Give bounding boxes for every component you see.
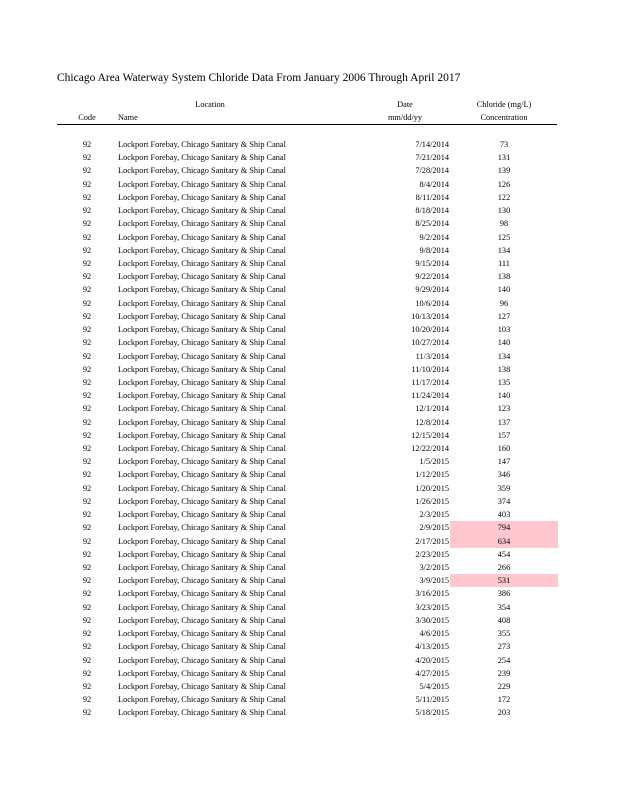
name-cell: Lockport Forebay, Chicago Sanitary & Ship Canal — [118, 377, 286, 387]
concentration-cell: 531 — [450, 574, 558, 587]
name-cell: Lockport Forebay, Chicago Sanitary & Ship Canal — [118, 417, 286, 427]
table-row — [0, 442, 618, 455]
date-cell: 11/17/2014 — [411, 377, 449, 387]
concentration-cell: 794 — [450, 521, 558, 534]
date-cell: 2/23/2015 — [415, 549, 449, 559]
concentration-cell: 160 — [497, 444, 511, 454]
table-row — [0, 389, 618, 402]
date-cell: 9/22/2014 — [415, 272, 449, 282]
date-cell: 4/6/2015 — [419, 629, 449, 639]
concentration-cell: 131 — [497, 153, 511, 163]
date-cell: 8/11/2014 — [415, 192, 449, 202]
name-cell: Lockport Forebay, Chicago Sanitary & Ship Canal — [118, 404, 286, 414]
code-cell: 92 — [82, 364, 92, 374]
table-row — [0, 416, 618, 429]
table-row — [0, 482, 618, 495]
table-row — [0, 191, 618, 204]
concentration-cell: 140 — [497, 391, 511, 401]
table-row — [0, 178, 618, 191]
code-cell: 92 — [82, 510, 92, 520]
name-cell: Lockport Forebay, Chicago Sanitary & Ship Canal — [118, 140, 286, 149]
date-cell: 10/13/2014 — [411, 311, 449, 321]
concentration-cell: 266 — [497, 563, 511, 572]
name-cell: Lockport Forebay, Chicago Sanitary & Ship Canal — [118, 258, 286, 268]
table-row — [0, 693, 618, 706]
table-row — [0, 627, 618, 640]
code-cell: 92 — [82, 298, 92, 308]
table-row — [0, 350, 618, 363]
date-cell: 9/2/2014 — [419, 232, 449, 242]
table-row — [0, 587, 618, 600]
date-cell: 10/27/2014 — [411, 338, 449, 348]
header-rule — [57, 124, 557, 125]
date-cell: 9/15/2014 — [415, 258, 449, 268]
concentration-cell: 354 — [497, 602, 511, 612]
table-row — [0, 561, 618, 574]
code-cell: 92 — [82, 681, 92, 691]
name-cell: Lockport Forebay, Chicago Sanitary & Ship Canal — [118, 576, 286, 586]
date-cell: 3/23/2015 — [415, 602, 449, 612]
concentration-cell: 386 — [497, 589, 511, 599]
header-name: Name — [118, 113, 138, 122]
name-cell: Lockport Forebay, Chicago Sanitary & Ship Canal — [118, 166, 286, 176]
code-cell: 92 — [82, 404, 92, 414]
date-cell: 12/1/2014 — [415, 404, 449, 414]
date-cell: 12/15/2014 — [411, 430, 449, 440]
code-cell: 92 — [82, 192, 92, 202]
date-cell: 11/3/2014 — [415, 351, 449, 361]
date-cell: 5/11/2015 — [415, 695, 449, 705]
concentration-cell: 123 — [497, 404, 511, 414]
date-cell: 1/12/2015 — [415, 470, 449, 480]
name-cell: Lockport Forebay, Chicago Sanitary & Ship Canal — [118, 179, 286, 189]
code-cell: 92 — [82, 391, 92, 401]
table-row — [0, 310, 618, 323]
date-cell: 11/24/2014 — [411, 391, 449, 401]
table-row — [0, 283, 618, 296]
concentration-cell: 140 — [497, 285, 511, 295]
code-cell: 92 — [82, 206, 92, 216]
code-cell: 92 — [82, 629, 92, 639]
header-date-format: mm/dd/yy — [387, 113, 423, 122]
table-row — [0, 138, 618, 151]
concentration-cell: 634 — [450, 535, 558, 548]
date-cell: 9/8/2014 — [419, 245, 449, 255]
name-cell: Lockport Forebay, Chicago Sanitary & Ship Canal — [118, 430, 286, 440]
date-cell: 8/18/2014 — [415, 206, 449, 216]
concentration-cell: 203 — [497, 708, 511, 718]
concentration-cell: 147 — [497, 457, 511, 467]
concentration-cell: 172 — [497, 695, 511, 705]
concentration-cell: 239 — [497, 668, 511, 678]
date-cell: 12/8/2014 — [415, 417, 449, 427]
concentration-cell: 346 — [497, 470, 511, 480]
name-cell: Lockport Forebay, Chicago Sanitary & Ship Canal — [118, 510, 286, 520]
name-cell: Lockport Forebay, Chicago Sanitary & Ship Canal — [118, 523, 286, 533]
table-row — [0, 706, 618, 719]
code-cell: 92 — [82, 417, 92, 427]
name-cell: Lockport Forebay, Chicago Sanitary & Ship Canal — [118, 391, 286, 401]
code-cell: 92 — [82, 311, 92, 321]
table-row — [0, 455, 618, 468]
table-row — [0, 323, 618, 336]
name-cell: Lockport Forebay, Chicago Sanitary & Ship Canal — [118, 338, 286, 348]
table-row — [0, 336, 618, 349]
code-cell: 92 — [82, 351, 92, 361]
name-cell: Lockport Forebay, Chicago Sanitary & Ship Canal — [118, 206, 286, 216]
code-cell: 92 — [82, 444, 92, 454]
date-cell: 3/9/2015 — [419, 576, 449, 586]
concentration-cell: 73 — [499, 140, 509, 149]
table-row — [0, 164, 618, 177]
code-cell: 92 — [82, 285, 92, 295]
concentration-cell: 454 — [497, 549, 511, 559]
concentration-cell: 139 — [497, 166, 511, 176]
name-cell: Lockport Forebay, Chicago Sanitary & Ship Canal — [118, 668, 286, 678]
name-cell: Lockport Forebay, Chicago Sanitary & Ship Canal — [118, 219, 286, 229]
date-cell: 1/20/2015 — [415, 483, 449, 493]
concentration-cell: 98 — [499, 219, 509, 229]
date-cell: 3/16/2015 — [415, 589, 449, 599]
table-row — [0, 680, 618, 693]
table-row — [0, 151, 618, 164]
code-cell: 92 — [82, 655, 92, 665]
date-cell: 1/26/2015 — [415, 496, 449, 506]
code-cell: 92 — [82, 576, 92, 586]
concentration-cell: 127 — [497, 311, 511, 321]
concentration-cell: 140 — [497, 338, 511, 348]
name-cell: Lockport Forebay, Chicago Sanitary & Ship Canal — [118, 708, 286, 718]
name-cell: Lockport Forebay, Chicago Sanitary & Ship Canal — [118, 457, 286, 467]
code-cell: 92 — [82, 483, 92, 493]
code-cell: 92 — [82, 338, 92, 348]
code-cell: 92 — [82, 668, 92, 678]
concentration-cell: 103 — [497, 325, 511, 335]
code-cell: 92 — [82, 140, 92, 149]
code-cell: 92 — [82, 496, 92, 506]
date-cell: 2/3/2015 — [419, 510, 449, 520]
table-row — [0, 270, 618, 283]
name-cell: Lockport Forebay, Chicago Sanitary & Ship Canal — [118, 695, 286, 705]
concentration-cell: 122 — [497, 192, 511, 202]
name-cell: Lockport Forebay, Chicago Sanitary & Ship Canal — [118, 681, 286, 691]
name-cell: Lockport Forebay, Chicago Sanitary & Ship Canal — [118, 245, 286, 255]
code-cell: 92 — [82, 179, 92, 189]
table-row — [0, 508, 618, 521]
code-cell: 92 — [82, 642, 92, 652]
name-cell: Lockport Forebay, Chicago Sanitary & Ship Canal — [118, 298, 286, 308]
concentration-cell: 135 — [497, 377, 511, 387]
table-row — [0, 521, 618, 534]
name-cell: Lockport Forebay, Chicago Sanitary & Ship Canal — [118, 563, 286, 572]
data-table — [0, 138, 618, 720]
code-cell: 92 — [82, 272, 92, 282]
concentration-cell: 126 — [497, 179, 511, 189]
name-cell: Lockport Forebay, Chicago Sanitary & Ship Canal — [118, 642, 286, 652]
concentration-cell: 138 — [497, 272, 511, 282]
name-cell: Lockport Forebay, Chicago Sanitary & Ship Canal — [118, 615, 286, 625]
date-cell: 4/27/2015 — [415, 668, 449, 678]
name-cell: Lockport Forebay, Chicago Sanitary & Ship Canal — [118, 325, 286, 335]
code-cell: 92 — [82, 523, 92, 533]
name-cell: Lockport Forebay, Chicago Sanitary & Ship Canal — [118, 192, 286, 202]
date-cell: 4/13/2015 — [415, 642, 449, 652]
date-cell: 5/4/2015 — [419, 681, 449, 691]
date-cell: 7/28/2014 — [415, 166, 449, 176]
concentration-cell: 273 — [497, 642, 511, 652]
name-cell: Lockport Forebay, Chicago Sanitary & Ship Canal — [118, 496, 286, 506]
date-cell: 7/14/2014 — [415, 140, 449, 149]
name-cell: Lockport Forebay, Chicago Sanitary & Ship Canal — [118, 655, 286, 665]
code-cell: 92 — [82, 325, 92, 335]
name-cell: Lockport Forebay, Chicago Sanitary & Ship Canal — [118, 483, 286, 493]
code-cell: 92 — [82, 457, 92, 467]
table-row — [0, 244, 618, 257]
concentration-cell: 254 — [497, 655, 511, 665]
code-cell: 92 — [82, 219, 92, 229]
date-cell: 5/18/2015 — [415, 708, 449, 718]
name-cell: Lockport Forebay, Chicago Sanitary & Ship Canal — [118, 272, 286, 282]
table-row — [0, 495, 618, 508]
table-row — [0, 535, 618, 548]
concentration-cell: 137 — [497, 417, 511, 427]
code-cell: 92 — [82, 549, 92, 559]
table-row — [0, 468, 618, 481]
table-row — [0, 614, 618, 627]
name-cell: Lockport Forebay, Chicago Sanitary & Ship Canal — [118, 629, 286, 639]
table-row — [0, 429, 618, 442]
table-row — [0, 231, 618, 244]
date-cell: 2/9/2015 — [419, 523, 449, 533]
code-cell: 92 — [82, 470, 92, 480]
code-cell: 92 — [82, 245, 92, 255]
name-cell: Lockport Forebay, Chicago Sanitary & Ship Canal — [118, 536, 286, 546]
code-cell: 92 — [82, 536, 92, 546]
table-row — [0, 548, 618, 561]
concentration-cell: 130 — [497, 206, 511, 216]
name-cell: Lockport Forebay, Chicago Sanitary & Ship Canal — [118, 364, 286, 374]
code-cell: 92 — [82, 563, 92, 572]
table-row — [0, 402, 618, 415]
table-row — [0, 376, 618, 389]
name-cell: Lockport Forebay, Chicago Sanitary & Ship Canal — [118, 589, 286, 599]
code-cell: 92 — [82, 602, 92, 612]
code-cell: 92 — [82, 589, 92, 599]
header-location: Location — [195, 100, 225, 109]
concentration-cell: 374 — [497, 496, 511, 506]
header-chloride: Chloride (mg/L) — [476, 100, 532, 109]
code-cell: 92 — [82, 615, 92, 625]
table-row — [0, 667, 618, 680]
code-cell: 92 — [82, 377, 92, 387]
header-concentration: Concentration — [480, 113, 528, 122]
code-cell: 92 — [82, 708, 92, 718]
concentration-cell: 157 — [497, 430, 511, 440]
concentration-cell: 408 — [497, 615, 511, 625]
date-cell: 7/21/2014 — [415, 153, 449, 163]
table-row — [0, 654, 618, 667]
name-cell: Lockport Forebay, Chicago Sanitary & Ship Canal — [118, 153, 286, 163]
name-cell: Lockport Forebay, Chicago Sanitary & Ship Canal — [118, 285, 286, 295]
date-cell: 11/10/2014 — [411, 364, 449, 374]
name-cell: Lockport Forebay, Chicago Sanitary & Ship Canal — [118, 444, 286, 454]
concentration-cell: 96 — [499, 298, 509, 308]
name-cell: Lockport Forebay, Chicago Sanitary & Ship Canal — [118, 232, 286, 242]
header-date: Date — [397, 100, 413, 109]
name-cell: Lockport Forebay, Chicago Sanitary & Ship Canal — [118, 351, 286, 361]
concentration-cell: 125 — [497, 232, 511, 242]
page-title: Chicago Area Waterway System Chloride Data From January 2006 Through April 2017 — [57, 72, 461, 84]
code-cell: 92 — [82, 430, 92, 440]
concentration-cell: 229 — [497, 681, 511, 691]
name-cell: Lockport Forebay, Chicago Sanitary & Ship Canal — [118, 311, 286, 321]
date-cell: 8/25/2014 — [415, 219, 449, 229]
date-cell: 9/29/2014 — [415, 285, 449, 295]
date-cell: 3/30/2015 — [415, 615, 449, 625]
date-cell: 4/20/2015 — [415, 655, 449, 665]
date-cell: 10/20/2014 — [411, 325, 449, 335]
table-row — [0, 297, 618, 310]
table-row — [0, 574, 618, 587]
date-cell: 2/17/2015 — [415, 536, 449, 546]
header-code: Code — [78, 113, 96, 122]
concentration-cell: 403 — [497, 510, 511, 520]
name-cell: Lockport Forebay, Chicago Sanitary & Ship Canal — [118, 470, 286, 480]
table-row — [0, 640, 618, 653]
code-cell: 92 — [82, 166, 92, 176]
table-row — [0, 363, 618, 376]
date-cell: 10/6/2014 — [415, 298, 449, 308]
code-cell: 92 — [82, 153, 92, 163]
date-cell: 1/5/2015 — [419, 457, 449, 467]
concentration-cell: 138 — [497, 364, 511, 374]
concentration-cell: 359 — [497, 483, 511, 493]
table-row — [0, 217, 618, 230]
table-row — [0, 204, 618, 217]
name-cell: Lockport Forebay, Chicago Sanitary & Ship Canal — [118, 549, 286, 559]
code-cell: 92 — [82, 258, 92, 268]
concentration-cell: 134 — [497, 351, 511, 361]
table-row — [0, 257, 618, 270]
table-row — [0, 601, 618, 614]
date-cell: 8/4/2014 — [419, 179, 449, 189]
concentration-cell: 111 — [498, 258, 510, 268]
date-cell: 3/2/2015 — [419, 563, 449, 572]
concentration-cell: 355 — [497, 629, 511, 639]
date-cell: 12/22/2014 — [411, 444, 449, 454]
name-cell: Lockport Forebay, Chicago Sanitary & Ship Canal — [118, 602, 286, 612]
code-cell: 92 — [82, 232, 92, 242]
concentration-cell: 134 — [497, 245, 511, 255]
code-cell: 92 — [82, 695, 92, 705]
